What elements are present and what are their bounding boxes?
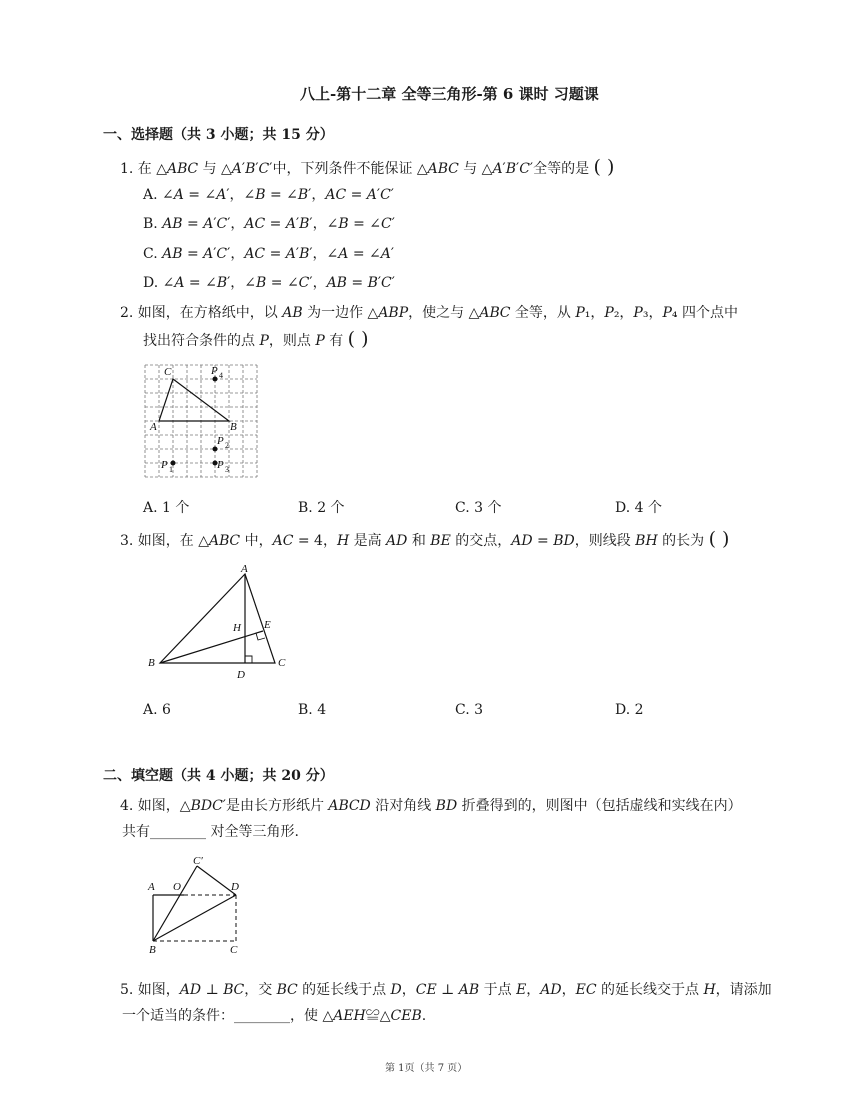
label-p1-sub: 1 bbox=[169, 465, 173, 474]
question-1-stem bbox=[120, 156, 614, 178]
label-b: B bbox=[148, 657, 155, 669]
answer-paren: ( ) bbox=[593, 156, 615, 178]
label-p1: P bbox=[161, 459, 168, 471]
question-2-line1: 2. 如图，在方格纸中，以 𝐴𝐵 为一边作 △𝐴𝐵𝑃，使之与 △𝐴𝐵𝐶 全等，从 𝑃₁，𝑃₂，𝑃₃，𝑃₄ 四个点中 bbox=[120, 305, 738, 321]
option-a: A. ∠𝐴 = ∠𝐴′，∠𝐵 = ∠𝐵′，𝐴𝐶 = 𝐴′𝐶′ bbox=[143, 187, 394, 203]
label-p2: P bbox=[217, 435, 224, 447]
section-heading-choice: 一、选择题（共 3 小题；共 15 分） bbox=[103, 127, 334, 143]
q3-option-a: A. 6 bbox=[143, 702, 171, 718]
label-o: O bbox=[173, 881, 181, 893]
question-5-line2: 一个适当的条件：________，使 △𝐴𝐸𝐻≌△𝐶𝐸𝐵. bbox=[122, 1008, 427, 1024]
q3-option-d: D. 2 bbox=[615, 702, 644, 718]
page-footer: 第 1页（共 7 页） bbox=[385, 1063, 468, 1074]
q2-option-d: D. 4 个 bbox=[615, 500, 662, 516]
label-c: C bbox=[230, 944, 238, 956]
q3-option-b: B. 4 bbox=[298, 702, 327, 718]
q2-option-c: C. 3 个 bbox=[455, 500, 502, 516]
label-a: A bbox=[241, 563, 248, 575]
label-p2-sub: 2 bbox=[225, 441, 229, 450]
label-a: A bbox=[150, 421, 157, 433]
q3-option-c: C. 3 bbox=[455, 702, 484, 718]
option-d: D. ∠𝐴 = ∠𝐵′，∠𝐵 = ∠𝐶′，𝐴𝐵 = 𝐵′𝐶′ bbox=[143, 275, 395, 291]
label-c-prime: C′ bbox=[193, 855, 203, 867]
label-c: C bbox=[278, 657, 286, 669]
answer-paren: ( ) bbox=[708, 528, 730, 550]
question-4-line1: 4. 如图，△𝐵𝐷𝐶′是由长方形纸片 𝐴𝐵𝐶𝐷 沿对角线 𝐵𝐷 折叠得到的，则图中（包括虚线和实线在内） bbox=[120, 798, 742, 814]
triangle-lines bbox=[160, 574, 275, 663]
fold-lines bbox=[153, 866, 236, 941]
option-c: C. 𝐴𝐵 = 𝐴′𝐶′，𝐴𝐶 = 𝐴′𝐵′，∠𝐴 = ∠𝐴′ bbox=[143, 246, 395, 262]
question-3-stem bbox=[120, 528, 729, 550]
question-5-line1: 5. 如图，𝐴𝐷 ⊥ 𝐵𝐶，交 𝐵𝐶 的延长线于点 𝐷，𝐶𝐸 ⊥ 𝐴𝐵 于点 𝐸，𝐴𝐷，𝐸𝐶 的延长线交于点 𝐻，请添加 bbox=[120, 982, 772, 998]
question-2-text: 找出符合条件的点 𝑃，则点 𝑃 有 bbox=[143, 333, 344, 349]
label-p3: P bbox=[217, 459, 224, 471]
question-3-text: 3. 如图，在 △𝐴𝐵𝐶 中，𝐴𝐶 = 4，𝐻 是高 𝐴𝐷 和 𝐵𝐸 的交点，𝐴𝐷 = 𝐵𝐷，则线段 𝐵𝐻 的长为 bbox=[120, 533, 705, 549]
option-b: B. 𝐴𝐵 = 𝐴′𝐶′，𝐴𝐶 = 𝐴′𝐵′，∠𝐵 = ∠𝐶′ bbox=[143, 216, 395, 232]
question-1-text: 1. 在 △𝐴𝐵𝐶 与 △𝐴′𝐵′𝐶′中，下列条件不能保证 △𝐴𝐵𝐶 与 △𝐴′𝐵′𝐶′全等的是 bbox=[120, 161, 590, 177]
section-heading-fill: 二、填空题（共 4 小题；共 20 分） bbox=[103, 768, 334, 784]
label-p4: P bbox=[211, 365, 218, 377]
label-b: B bbox=[230, 421, 237, 433]
label-c: C bbox=[164, 366, 172, 378]
grid-figure bbox=[140, 360, 262, 480]
label-h: H bbox=[233, 622, 241, 634]
label-a: A bbox=[148, 881, 155, 893]
label-p3-sub: 3 bbox=[225, 465, 229, 474]
label-d: D bbox=[231, 881, 239, 893]
label-e: E bbox=[264, 619, 271, 631]
triangle-figure bbox=[140, 562, 300, 684]
label-b: B bbox=[149, 944, 156, 956]
page-title: 八上-第十二章 全等三角形-第 6 课时 习题课 bbox=[300, 85, 599, 103]
point-p4 bbox=[213, 377, 218, 382]
q2-option-a: A. 1 个 bbox=[143, 500, 190, 516]
point-p2 bbox=[213, 447, 218, 452]
question-2-line2 bbox=[143, 328, 369, 350]
label-d: D bbox=[237, 669, 245, 681]
q2-option-b: B. 2 个 bbox=[298, 500, 345, 516]
fold-figure bbox=[140, 852, 250, 958]
triangle-abc bbox=[159, 379, 229, 421]
question-4-line2: 共有________ 对全等三角形. bbox=[122, 824, 299, 840]
label-p4-sub: 4 bbox=[219, 371, 223, 380]
answer-paren: ( ) bbox=[347, 328, 369, 350]
